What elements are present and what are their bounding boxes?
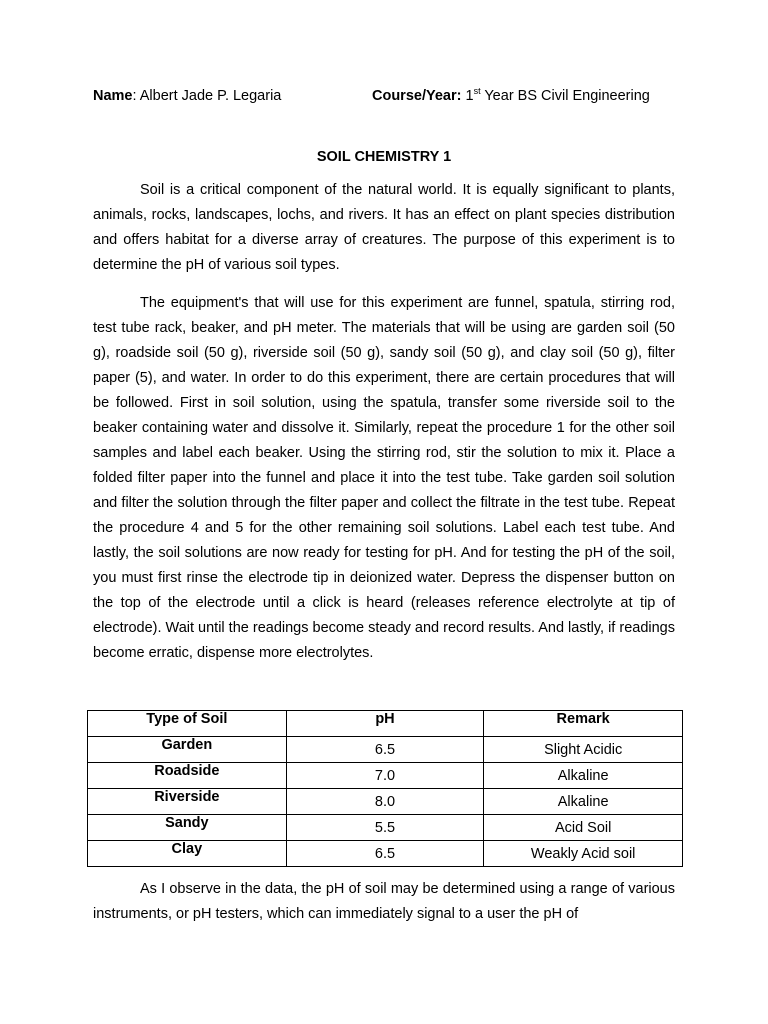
column-header: Remark (484, 711, 683, 737)
ph-cell: 6.5 (286, 841, 484, 867)
name-label: Name (93, 88, 133, 104)
ph-cell: 6.5 (286, 737, 484, 763)
course-value-prefix: 1 (461, 88, 474, 104)
paragraph-intro (93, 178, 675, 278)
paragraph-text: As I observe in the data, the pH of soil may be determined using a range of various instruments, or pH testers, which can immediately signal to a user the pH of (93, 881, 675, 922)
course-year (372, 86, 650, 107)
course-label: Course/Year: (372, 88, 462, 104)
remark-cell: Acid Soil (484, 815, 683, 841)
column-header: Type of Soil (88, 711, 287, 737)
soil-type-cell: Sandy (88, 815, 287, 841)
remark-cell: Alkaline (484, 763, 683, 789)
table-row (88, 789, 683, 815)
remark-cell: Alkaline (484, 789, 683, 815)
document-title: SOIL CHEMISTRY 1 (316, 149, 452, 165)
remark-cell: Slight Acidic (484, 737, 683, 763)
soil-type-cell: Roadside (88, 763, 287, 789)
table-header-row (88, 711, 683, 737)
paragraph-text: The equipment's that will use for this experiment are funnel, spatula, stirring rod, test tube rack, beaker, and pH meter. The materials that will be using are garden soil (50 g), roadside soil (50 g), riverside soil (50 g), sandy soil (50 g), and clay soil (50 g), filter paper (5), and water. In order to do this experiment, there are certain procedures that will be followed. First in soil solution, using the spatula, transfer some riverside soil to the beaker containing water and dissolve it. Similarly, repeat the procedure 1 for the other soil samples and label each beaker. Using the stirring rod, stir the solution to mix it. Place a folded filter paper into the funnel and place it into the test tube. Take garden soil solution and filter the solution through the filter paper and collect the filtrate in the test tube. Repeat the procedure 4 and 5 for the other remaining soil solutions. Label each test tube. And lastly, the soil solutions are now ready for testing for pH. And for testing the pH of the soil, you must first rinse the electrode tip in deionized water. Depress the dispenser button on the top of the electrode until a click is heard (releases reference electrolyte at tip of electrode). Wait until the readings become steady and record results. And lastly, if readings become erratic, dispense more electrolytes. (93, 295, 675, 661)
soil-type-cell: Garden (88, 737, 287, 763)
course-value-superscript: st (473, 86, 481, 96)
results-table (87, 710, 683, 867)
ph-cell: 8.0 (286, 789, 484, 815)
soil-type-cell: Clay (88, 841, 287, 867)
ph-cell: 7.0 (286, 763, 484, 789)
course-value-suffix: Year BS Civil Engineering (480, 88, 650, 104)
table-row (88, 737, 683, 763)
ph-cell: 5.5 (286, 815, 484, 841)
table-row (88, 763, 683, 789)
paragraph-observation (93, 877, 675, 927)
paragraph-text: Soil is a critical component of the natural world. It is equally significant to plants, animals, rocks, landscapes, lochs, and rivers. It has an effect on plant species distribution and offers habitat for a diverse array of creatures. The purpose of this experiment is to determine the pH of various soil types. (93, 182, 675, 273)
soil-type-cell: Riverside (88, 789, 287, 815)
name-value: : Albert Jade P. Legaria (132, 88, 282, 104)
paragraph-procedure (93, 291, 675, 666)
table-row (88, 841, 683, 867)
student-name (93, 86, 281, 106)
remark-cell: Weakly Acid soil (484, 841, 683, 867)
table-row (88, 815, 683, 841)
column-header: pH (286, 711, 484, 737)
